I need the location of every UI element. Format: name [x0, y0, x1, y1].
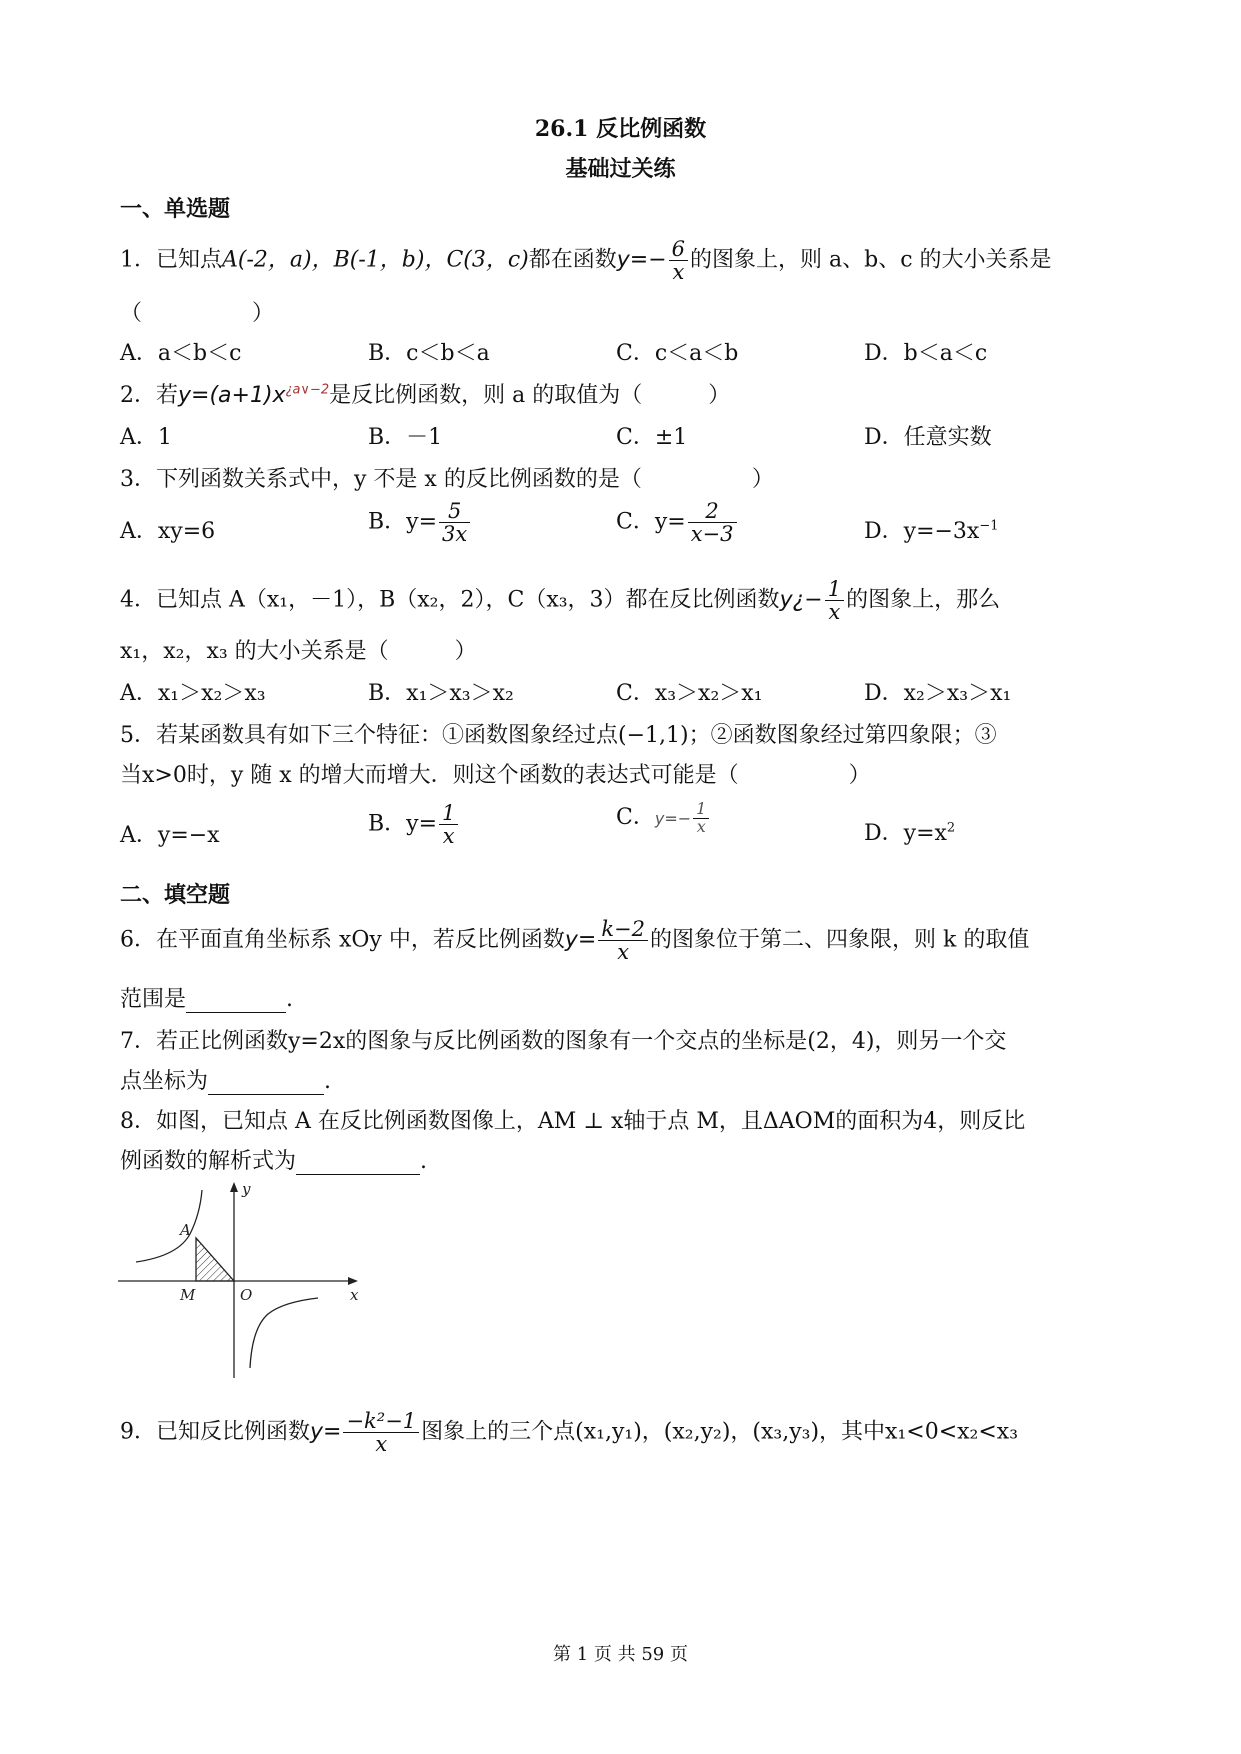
question-6-line-2: 范围是 . [120, 987, 294, 1012]
question-3-line: 3．下列函数关系式中，y 不是 x 的反比例函数的是（ ） [120, 467, 774, 492]
label-a: A [180, 1221, 191, 1239]
question-8-line-2: 例函数的解析式为 . [120, 1149, 428, 1174]
question-5-option-b[interactable]: B．y= $\frac{1}{x}$ [368, 802, 460, 847]
question-4-line-2: x₁，x₂，x₃ 的大小关系是（ ） [120, 639, 477, 664]
question-6-line-1: 6．在平面直角坐标系 xOy 中，若反比例函数y= $\frac{k-2}{x}$ 的图象位于第二、四象限，则 k 的取值 [120, 917, 1030, 965]
section-heading-single-choice: 一、单选题 [120, 197, 231, 222]
shaded-triangle-aom [196, 1238, 234, 1281]
question-2-line: 2．若$y=(a+1)x^{¿a\vee-2}$是反比例函数，则 a 的取值为（ ） [120, 382, 731, 408]
page-subtitle: 基础过关练 [565, 156, 676, 182]
question-5-line-2: 当x>0时，y 随 x 的增大而增大．则这个函数的表达式可能是（ ） [120, 763, 871, 788]
x-axis-arrow [348, 1277, 358, 1285]
answer-blank-8[interactable] [296, 1149, 420, 1175]
hyperbola-branch-lower-right [250, 1298, 318, 1368]
question-1-option-a[interactable]: A．a＜b＜c [120, 341, 242, 366]
question-4-option-c[interactable]: C．x₃＞x₂＞x₁ [616, 681, 763, 706]
question-4-option-d[interactable]: D．x₂＞x₃＞x₁ [864, 681, 1012, 706]
label-m: M [180, 1286, 196, 1304]
question-4-option-b[interactable]: B．x₁＞x₃＞x₂ [368, 681, 514, 706]
question-3-option-c[interactable]: C．y= $\frac{2}{x-3}$ [616, 500, 739, 545]
question-5-option-a[interactable]: A．y=−x [120, 823, 220, 848]
page-footer: 第 1 页 共 59 页 [553, 1644, 688, 1665]
question-7-line-1: 7．若正比例函数y=2x的图象与反比例函数的图象有一个交点的坐标是(2，4)，则另一个交 [120, 1029, 1007, 1054]
answer-blank-7[interactable] [208, 1069, 324, 1095]
label-o: O [240, 1286, 253, 1304]
question-1-line-2: （ ） [120, 301, 275, 326]
question-3-option-d[interactable]: D．$y=-3x^{-1}$ [864, 518, 999, 544]
question-3-option-a[interactable]: A．xy=6 [120, 519, 216, 544]
hyperbola-branch-upper-left [136, 1190, 202, 1262]
question-5-line-1: 5．若某函数具有如下三个特征：①函数图象经过点(−1,1)；②函数图象经过第四象限；③ [120, 723, 997, 748]
question-4-option-a[interactable]: A．x₁＞x₂＞x₃ [120, 681, 266, 706]
question-7-line-2: 点坐标为 . [120, 1069, 332, 1094]
question-5-option-d[interactable]: D．$y=x^2$ [864, 820, 956, 846]
question-4-line-1: 4．已知点 A（x₁，－1），B（x₂，2），C（x₃，3）都在反比例函数y¿− $\frac{1}{x}$ 的图象上，那么 [120, 577, 1001, 625]
question-1-line-1: 1．已知点A(-2，a)，B(-1，b)，C(3，c)都在函数y=− $\frac{6}{x}$ 的图象上，则 a、b、c 的大小关系是 [120, 237, 1052, 285]
question-8-line-1: 8．如图，已知点 A 在反比例函数图像上，AM ⊥ x轴于点 M，且ΔAOM的面积为4，则反比 [120, 1109, 1026, 1134]
section-heading-fill-in: 二、填空题 [120, 883, 231, 908]
page-title: 26.1 反比例函数 [534, 116, 707, 142]
question-1-option-d[interactable]: D．b＜a＜c [864, 341, 988, 366]
question-2-option-d[interactable]: D．任意实数 [864, 425, 992, 450]
hyperbola-figure [118, 1178, 368, 1403]
question-2-option-a[interactable]: A．1 [120, 425, 172, 450]
y-axis-arrow [230, 1182, 238, 1192]
question-5-option-c[interactable]: C．y=− $\frac{1}{x}$ [616, 800, 711, 835]
question-2-option-b[interactable]: B．－1 [368, 425, 443, 450]
question-9-line-1: 9．已知反比例函数y= $\frac{\text{−k²−1}}{x}$ 图象上的三个点(x₁,y₁)，(x₂,y₂)，(x₃,y₃)，其中x₁<0<x₂<x₃ [120, 1409, 1019, 1457]
question-3-option-b[interactable]: B．y= $\frac{5}{3x}$ [368, 500, 472, 545]
question-2-option-c[interactable]: C．±1 [616, 425, 688, 450]
question-1-option-c[interactable]: C．c＜a＜b [616, 341, 739, 366]
question-1-option-b[interactable]: B．c＜b＜a [368, 341, 490, 366]
answer-blank-6[interactable] [186, 987, 286, 1013]
label-x: x [350, 1286, 359, 1304]
label-y: y [242, 1180, 251, 1198]
